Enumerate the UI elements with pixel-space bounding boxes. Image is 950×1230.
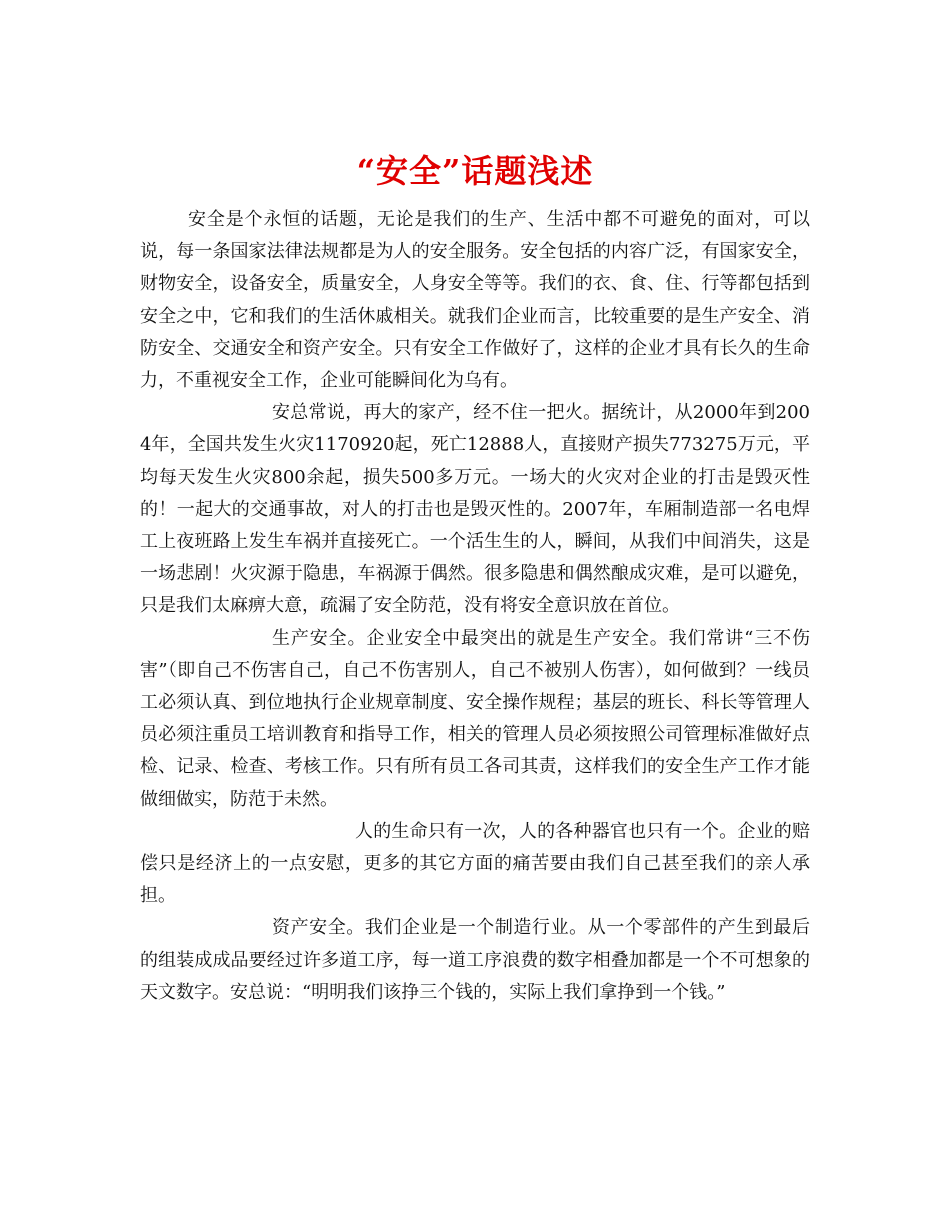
document-title: “安全”话题浅述	[356, 152, 594, 191]
paragraph-production-safety: 生产安全。企业安全中最突出的就是生产安全。我们常讲“三不伤害”（即自己不伤害自己，自己不伤害别人，自己不被别人伤害），如何做到？一线员工必须认真、到位地执行企业规章制度、安全操作规程；基层的班长、科长等管理人员必须注重员工培训教育和指导工作，相关的管理人员必须按照公司管理标准做好点检、记录、检查、考核工作。只有所有员工各司其责，这样我们的安全生产工作才能做细做实，防范于未然。	[140, 627, 810, 810]
paragraph-asset-safety: 资产安全。我们企业是一个制造行业。从一个零部件的产生到最后的组装成成品要经过许多道工序，每一道工序浪费的数字相叠加都是一个不可想象的天文数字。安总说：“明明我们该挣三个钱的，实际上我们拿挣到一个钱。”	[140, 917, 810, 1003]
paragraph-intro: 安全是个永恒的话题，无论是我们的生产、生活中都不可避免的面对，可以说，每一条国家法律法规都是为人的安全服务。安全包括的内容广泛，有国家安全，财物安全，设备安全，质量安全，人身安全等等。我们的衣、食、住、行等都包括到安全之中，它和我们的生活休戚相关。就我们企业而言，比较重要的是生产安全、消防安全、交通安全和资产安全。只有安全工作做好了，这样的企业才具有长久的生命力，不重视安全工作，企业可能瞬间化为乌有。	[140, 209, 810, 392]
paragraph-fire-safety: 安总常说，再大的家产，经不住一把火。据统计，从2000年到2004年，全国共发生火灾1170920起，死亡12888人，直接财产损失773275万元，平均每天发生火灾800余起，损失500多万元。一场大的火灾对企业的打击是毁灭性的！一起大的交通事故，对人的打击也是毁灭性的。2007年，车厢制造部一名电焊工上夜班路上发生车祸并直接死亡。一个活生生的人，瞬间，从我们中间消失，这是一场悲剧！火灾源于隐患，车祸源于偶然。很多隐患和偶然酿成灾难，是可以避免，只是我们太麻痹大意，疏漏了安全防范，没有将安全意识放在首位。	[140, 402, 810, 617]
paragraph-life-once: 人的生命只有一次，人的各种器官也只有一个。企业的赔偿只是经济上的一点安慰，更多的其它方面的痛苦要由我们自己甚至我们的亲人承担。	[140, 820, 810, 907]
document-body	[140, 204, 810, 1009]
